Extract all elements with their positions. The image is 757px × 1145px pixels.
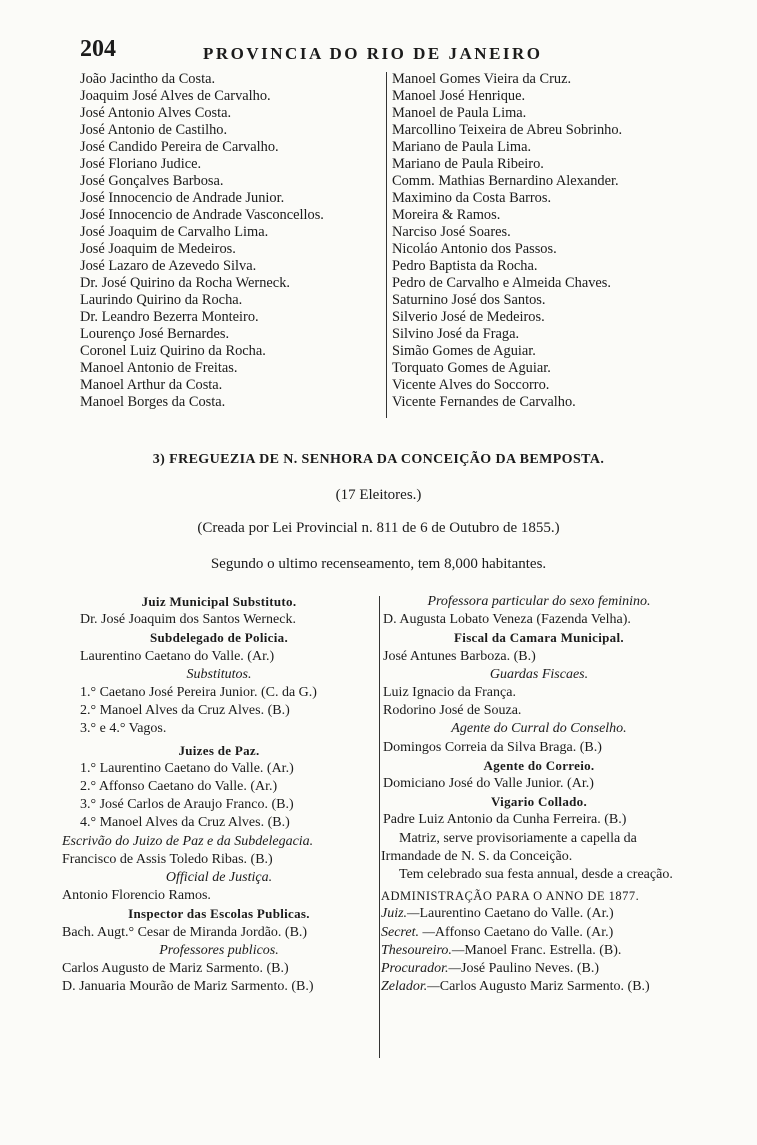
entry-substituto: 1.° Caetano José Pereira Junior. (C. da G.): [80, 685, 317, 701]
admin-juiz: [381, 905, 697, 923]
entry-substituto: 3.° e 4.° Vagos.: [80, 721, 167, 737]
entry-subdelegado: Laurentino Caetano do Valle. (Ar.): [80, 648, 275, 664]
entry-professora: D. Augusta Lobato Veneza (Fazenda Velha).: [383, 612, 631, 628]
list-item: Torquato Gomes de Aguiar.: [392, 360, 551, 376]
list-item: José Joaquim de Medeiros.: [80, 241, 236, 257]
section-eleitores: (17 Eleitores.): [335, 487, 422, 503]
admin-zelador: [381, 978, 697, 996]
entry-juiz-paz: 2.° Affonso Caetano do Valle. (Ar.): [80, 779, 278, 795]
list-item: José Joaquim de Carvalho Lima.: [80, 224, 269, 240]
note-matriz: Matriz, serve provisoriamente a capella da Irmandade de N. S. da Conceição.: [381, 830, 637, 864]
list-item: Vicente Fernandes de Carvalho.: [392, 394, 576, 410]
list-item: Comm. Mathias Bernardino Alexander.: [392, 173, 619, 189]
heading-official: Official de Justiça.: [165, 870, 273, 886]
entry-agente-curral: Domingos Correia da Silva Braga. (B.): [383, 739, 602, 755]
list-item: Simão Gomes de Aguiar.: [392, 343, 536, 359]
note-festa: Tem celebrado sua festa annual, desde a creação.: [399, 867, 673, 883]
heading-subdelegado: Subdelegado de Policia.: [150, 630, 288, 646]
heading-juiz-municipal: Juiz Municipal Substituto.: [141, 594, 297, 609]
list-item: Manoel de Paula Lima.: [392, 105, 527, 121]
list-item: Manoel Arthur da Costa.: [80, 377, 223, 393]
entry-juiz-municipal: Dr. José Joaquim dos Santos Werneck.: [80, 612, 296, 628]
running-title: PROVINCIA DO RIO DE JANEIRO: [203, 44, 543, 63]
entry-vigario: Padre Luiz Antonio da Cunha Ferreira. (B.): [383, 812, 627, 828]
list-item: Saturnino José dos Santos.: [392, 292, 546, 308]
admin-value: Manoel Franc. Estrella. (B).: [464, 942, 622, 958]
heading-guardas: Guardas Fiscaes.: [489, 666, 589, 682]
heading-inspector: Inspector das Escolas Publicas.: [128, 906, 310, 922]
list-item: Mariano de Paula Lima.: [392, 139, 532, 155]
list-item: Manoel Antonio de Freitas.: [80, 360, 238, 376]
admin-thesoureiro: [381, 942, 697, 960]
list-item: José Antonio Alves Costa.: [80, 105, 232, 121]
list-item: José Innocencio de Andrade Vasconcellos.: [80, 207, 324, 223]
list-item: José Antonio de Castilho.: [80, 122, 228, 138]
section-census-note: Segundo o ultimo recenseamento, tem 8,000 habitantes.: [210, 556, 547, 572]
heading-agente-curral: Agente do Curral do Conselho.: [451, 721, 627, 737]
list-item: Joaquim José Alves de Carvalho.: [80, 88, 271, 104]
entry-escrivao: Francisco de Assis Toledo Ribas. (B.): [62, 851, 273, 867]
list-item: José Gonçalves Barbosa.: [80, 173, 224, 189]
admin-value: Carlos Augusto Mariz Sarmento. (B.): [439, 979, 650, 995]
list-item: Mariano de Paula Ribeiro.: [392, 156, 544, 172]
entry-official: Antonio Florencio Ramos.: [62, 888, 211, 904]
admin-label: Thesoureiro.—: [381, 942, 465, 958]
admin-label: Juiz.—: [381, 906, 420, 922]
list-item: Moreira & Ramos.: [392, 207, 501, 223]
list-item: Dr. José Quirino da Rocha Werneck.: [80, 275, 290, 291]
list-item: Coronel Luiz Quirino da Rocha.: [80, 343, 266, 359]
entry-professor: D. Januaria Mourão de Mariz Sarmento. (B.): [62, 979, 314, 995]
heading-juizes-paz: Juizes de Paz.: [178, 742, 260, 758]
list-item: Lourenço José Bernardes.: [80, 326, 230, 342]
list-item: Maximino da Costa Barros.: [392, 190, 552, 206]
column-divider: [386, 72, 387, 418]
list-item: Nicoláo Antonio dos Passos.: [392, 241, 557, 257]
list-item: Silvino José da Fraga.: [392, 326, 520, 342]
list-item: José Floriano Judice.: [80, 156, 202, 172]
heading-vigario: Vigario Collado.: [490, 794, 588, 810]
admin-label: Zelador.—: [381, 979, 440, 995]
admin-value: Affonso Caetano do Valle. (Ar.): [434, 924, 614, 940]
heading-agente-correio: Agente do Correio.: [483, 757, 595, 773]
entry-guarda: Rodorino José de Souza.: [383, 703, 522, 719]
heading-professora: Professora particular do sexo feminino.: [427, 594, 651, 609]
column-divider: [379, 596, 380, 1058]
list-item: Dr. Leandro Bezerra Monteiro.: [80, 309, 259, 325]
list-item: Manoel José Henrique.: [392, 88, 526, 104]
admin-label: Secret. —: [381, 924, 435, 940]
list-item: José Candido Pereira de Carvalho.: [80, 139, 279, 155]
voters-list-left: [80, 71, 384, 411]
heading-administracao: ADMINISTRAÇÃO PARA O ANNO DE 1877.: [381, 889, 640, 904]
admin-procurador: [381, 960, 697, 978]
entry-juiz-paz: 4.° Manoel Alves da Cruz Alves. (B.): [80, 815, 290, 831]
officials-left-column: [60, 593, 378, 996]
list-item: Pedro de Carvalho e Almeida Chaves.: [392, 275, 611, 291]
entry-juiz-paz: 1.° Laurentino Caetano do Valle. (Ar.): [80, 760, 294, 776]
admin-value: José Paulino Neves. (B.): [461, 961, 600, 977]
page-number: 204: [80, 36, 116, 62]
entry-inspector: Bach. Augt.° Cesar de Miranda Jordão. (B.): [62, 924, 308, 940]
admin-value: Laurentino Caetano do Valle. (Ar.): [419, 906, 614, 922]
section-creation-note: (Creada por Lei Provincial n. 811 de 6 de Outubro de 1855.): [197, 520, 560, 536]
entry-substituto: 2.° Manoel Alves da Cruz Alves. (B.): [80, 703, 290, 719]
list-item: José Lazaro de Azevedo Silva.: [80, 258, 257, 274]
entry-professor: Carlos Augusto de Mariz Sarmento. (B.): [62, 961, 289, 977]
list-item: Manoel Gomes Vieira da Cruz.: [392, 71, 572, 87]
entry-fiscal: José Antunes Barboza. (B.): [383, 648, 536, 664]
list-item: Laurindo Quirino da Rocha.: [80, 292, 243, 308]
officials-right-column: [381, 593, 697, 996]
list-item: José Innocencio de Andrade Junior.: [80, 190, 285, 206]
entry-juiz-paz: 3.° José Carlos de Araujo Franco. (B.): [80, 797, 294, 813]
voters-list-right: [392, 71, 692, 411]
list-item: João Jacintho da Costa.: [80, 71, 216, 87]
list-item: Silverio José de Medeiros.: [392, 309, 545, 325]
heading-fiscal: Fiscal da Camara Municipal.: [454, 630, 624, 646]
entry-agente-correio: Domiciano José do Valle Junior. (Ar.): [383, 776, 594, 792]
entry-guarda: Luiz Ignacio da França.: [383, 685, 516, 701]
list-item: Narciso José Soares.: [392, 224, 511, 240]
heading-substitutos: Substitutos.: [186, 666, 252, 682]
heading-escrivao: Escrivão do Juizo de Paz e da Subdelegacia.: [62, 833, 314, 849]
heading-professores: Professores publicos.: [159, 942, 279, 958]
list-item: Marcollino Teixeira de Abreu Sobrinho.: [392, 122, 623, 138]
list-item: Pedro Baptista da Rocha.: [392, 258, 538, 274]
admin-label: Procurador.—: [381, 961, 461, 977]
list-item: Vicente Alves do Soccorro.: [392, 377, 550, 393]
admin-secretario: [381, 924, 697, 942]
list-item: Manoel Borges da Costa.: [80, 394, 226, 410]
section-title: 3) FREGUEZIA DE N. SENHORA DA CONCEIÇÃO DA BEMPOSTA.: [152, 452, 605, 467]
